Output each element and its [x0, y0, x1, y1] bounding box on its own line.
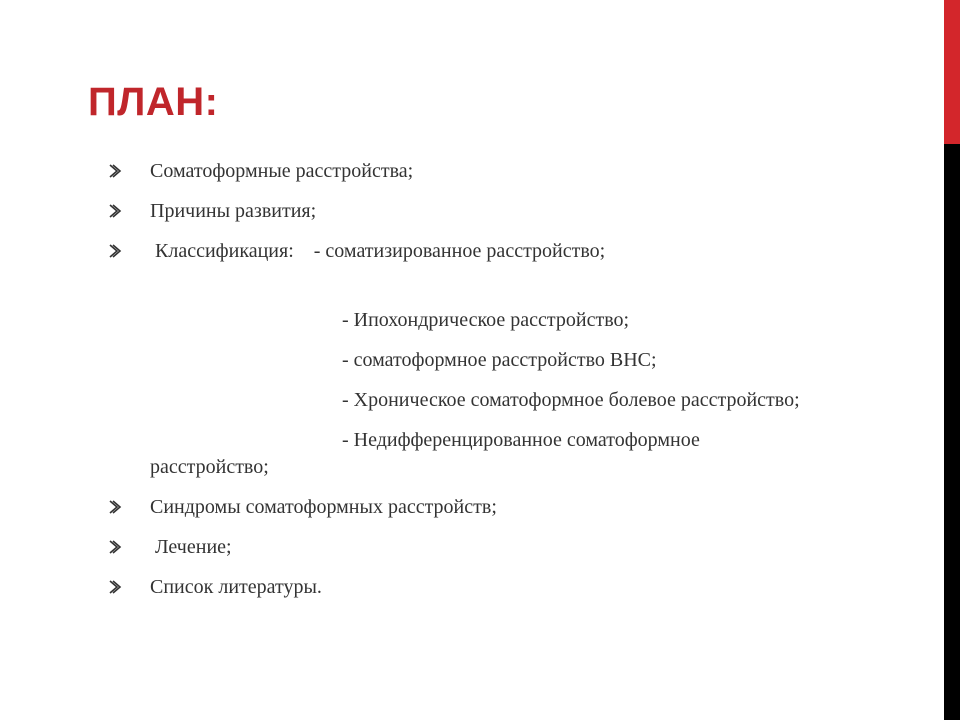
- slide-title: ПЛАН:: [88, 80, 219, 124]
- arrow-check-bullet-icon: [108, 579, 124, 595]
- arrow-check-bullet-icon: [108, 203, 124, 219]
- arrow-check-bullet-icon: [108, 163, 124, 179]
- list-item-label: Список литературы.: [150, 576, 322, 598]
- list-item-label: Синдромы соматоформных расстройств;: [150, 496, 497, 518]
- sub-list-item: - соматоформное расстройство ВНС;: [342, 349, 657, 371]
- list-item-label: Соматоформные расстройства;: [150, 160, 414, 182]
- sub-list-item: - Хроническое соматоформное болевое расстройство;: [342, 389, 800, 411]
- arrow-check-bullet-icon: [108, 243, 124, 259]
- list-item-label: Причины развития;: [150, 200, 317, 222]
- arrow-check-bullet-icon: [108, 539, 124, 555]
- accent-bar-black: [944, 144, 960, 720]
- list-item-label: Лечение;: [150, 536, 232, 558]
- sub-list-item-continuation: расстройство;: [150, 456, 269, 478]
- sub-list-item: - Недифференцированное соматоформное: [342, 429, 700, 451]
- list-item-label: Классификация: - соматизированное расстройство;: [150, 240, 606, 262]
- accent-bar-red: [944, 0, 960, 144]
- arrow-check-bullet-icon: [108, 499, 124, 515]
- sub-list-item: - Ипохондрическое расстройство;: [342, 309, 630, 331]
